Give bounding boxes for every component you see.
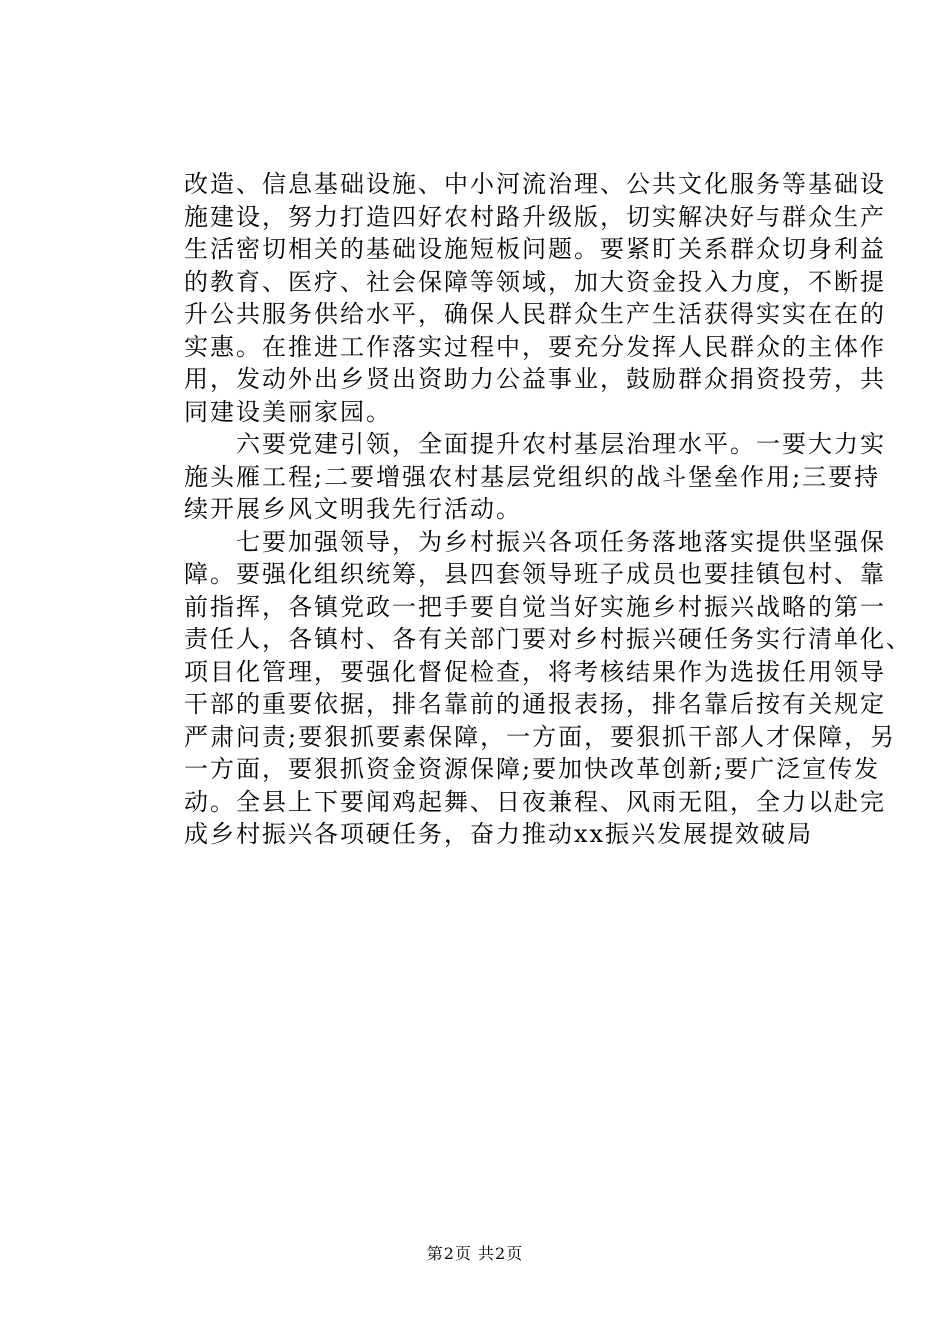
text-line: 障。要强化组织统筹，县四套领导班子成员也要挂镇包村、靠 (184, 560, 886, 588)
text-line: 续开展乡风文明我先行活动。 (184, 495, 522, 523)
text-line: 用，发动外出乡贤出资助力公益事业，鼓励群众捐资投劳，共 (184, 365, 886, 393)
document-body (184, 168, 912, 851)
text-line: 严肃问责;要狠抓要素保障，一方面，要狠抓干部人才保障，另 (184, 722, 897, 751)
text-line: 七要加强领导，为乡村振兴各项任务落地落实提供坚强保 (184, 527, 886, 556)
text-line: 责任人，各镇村、各有关部门要对乡村振兴硬任务实行清单化、 (184, 625, 912, 653)
text-line: 六要党建引领，全面提升农村基层治理水平。一要大力实 (184, 430, 886, 458)
text-line: 施头雁工程;二要增强农村基层党组织的战斗堡垒作用;三要持 (184, 462, 881, 491)
text-line: 一方面，要狠抓资金资源保障;要加快改革创新;要广泛宣传发 (184, 755, 881, 783)
text-line: 生活密切相关的基础设施短板问题。要紧盯关系群众切身利益 (184, 235, 886, 263)
text-line: 项目化管理，要强化督促检查，将考核结果作为选拔任用领导 (184, 657, 886, 686)
text-line: 改造、信息基础设施、中小河流治理、公共文化服务等基础设 (184, 170, 886, 198)
text-line: 同建设美丽家园。 (184, 397, 392, 426)
text-line: 实惠。在推进工作落实过程中，要充分发挥人民群众的主体作 (184, 332, 886, 361)
text-line: 成乡村振兴各项硬任务，奋力推动xx振兴发展提效破局 (184, 820, 814, 848)
text-line: 干部的重要依据，排名靠前的通报表扬，排名靠后按有关规定 (184, 690, 886, 718)
text-line: 的教育、医疗、社会保障等领域，加大资金投入力度，不断提 (184, 267, 886, 296)
text-line: 升公共服务供给水平，确保人民群众生产生活获得实实在在的 (184, 300, 886, 328)
text-line: 前指挥，各镇党政一把手要自觉当好实施乡村振兴战略的第一 (184, 592, 886, 621)
text-line: 施建设，努力打造四好农村路升级版，切实解决好与群众生产 (184, 202, 886, 231)
page-number-footer: 第2页 共2页 (426, 1244, 524, 1263)
text-line: 动。全县上下要闻鸡起舞、日夜兼程、风雨无阻，全力以赴完 (184, 787, 886, 816)
